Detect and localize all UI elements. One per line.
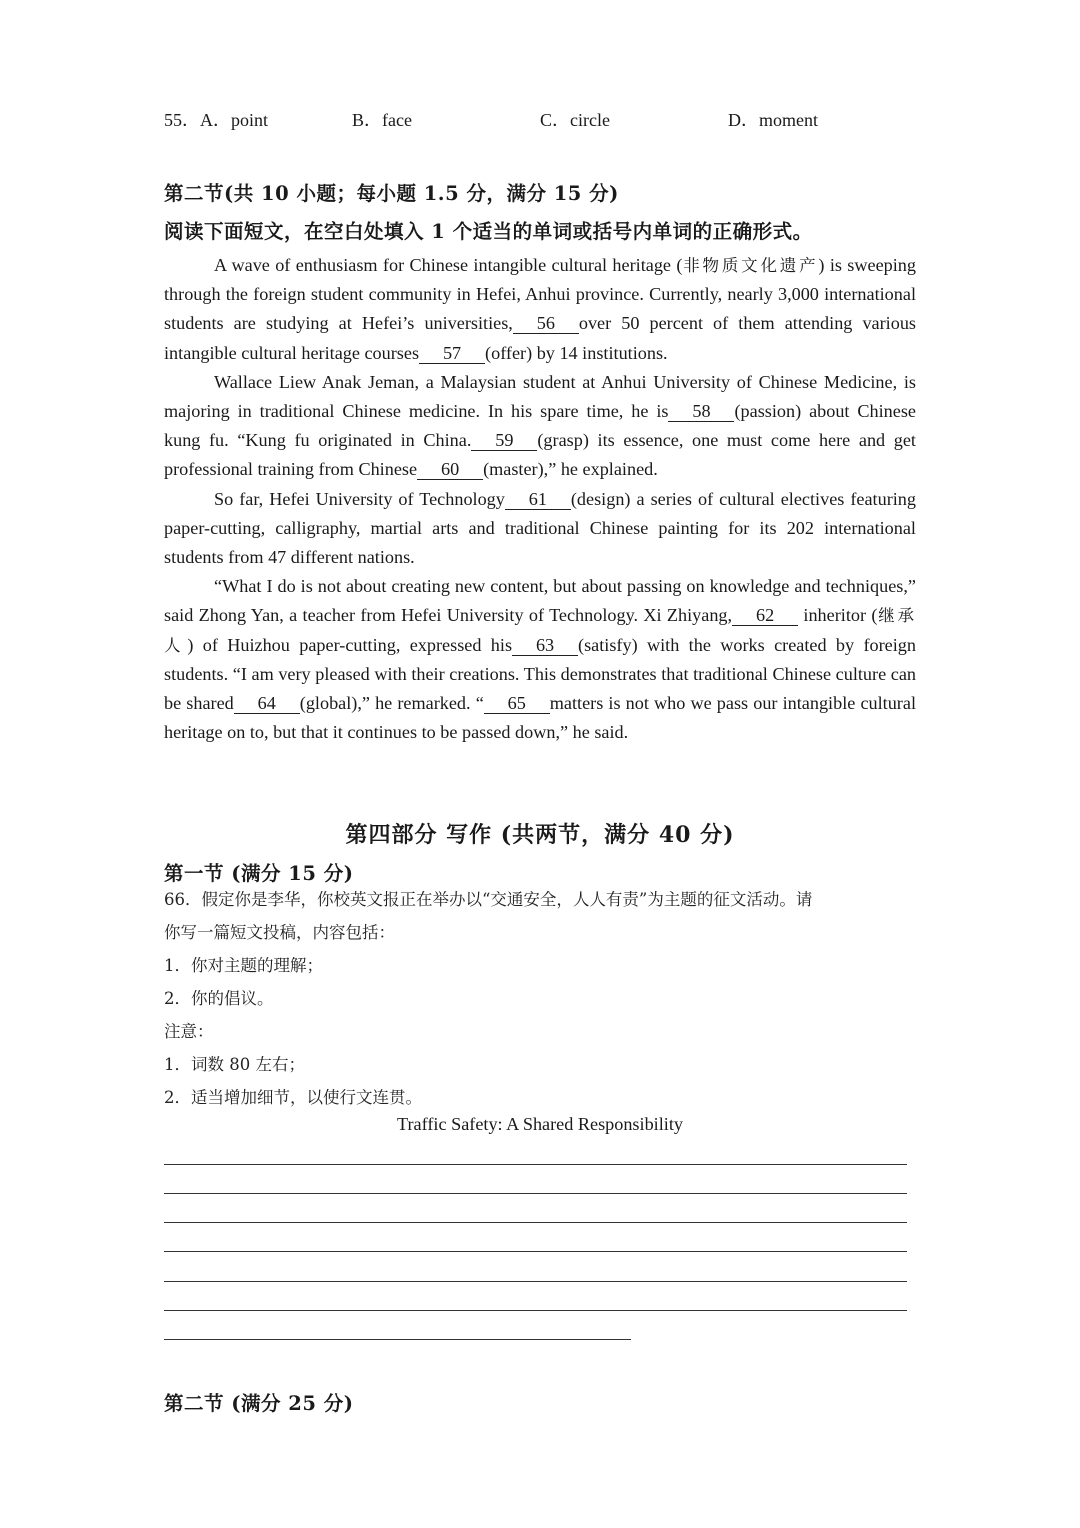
q66-note-label: 注意：: [164, 1022, 214, 1041]
section2-instruction: 阅读下面短文，在空白处填入 1 个适当的单词或括号内单词的正确形式。: [164, 220, 813, 243]
blank-63[interactable]: 63: [512, 635, 578, 656]
q55-option-b: B．face: [352, 110, 412, 130]
writing-line[interactable]: [164, 1281, 907, 1282]
writing-line[interactable]: [164, 1339, 631, 1340]
q55-option-c: C．circle: [540, 110, 610, 130]
blank-56[interactable]: 56: [513, 313, 579, 334]
writing-line[interactable]: [164, 1310, 907, 1311]
cn-term-intangible-heritage: 非物质文化遗产: [682, 256, 819, 275]
question-55-options: [164, 106, 916, 134]
part4-title: 第四部分 写作 (共两节，满分 40 分): [345, 822, 735, 848]
part4-section2-heading: 第二节 (满分 25 分): [164, 1392, 354, 1415]
q66-note-1: 1．词数 80 左右；: [164, 1055, 305, 1074]
writing-line[interactable]: [164, 1251, 907, 1252]
writing-line[interactable]: [164, 1164, 907, 1165]
q66-prompt-line-1: 66．假定你是李华，你校英文报正在举办以“交通安全，人人有责”为主题的征文活动。请: [164, 890, 813, 909]
blank-58[interactable]: 58: [668, 401, 734, 422]
blank-57[interactable]: 57: [419, 343, 485, 364]
passage-paragraph-2: Wallace Liew Anak Jeman, a Malaysian student at Anhui University of Chinese Medicine, is majoring in traditional Chinese medicine. In his spare time, he is 58 (passion) about Chinese kung fu. “Kung fu originated in China. 59 (grasp) its essence, one must come here and get professional training from Chinese 60 (master),” he explained.: [164, 371, 916, 480]
blank-60[interactable]: 60: [417, 459, 483, 480]
writing-line[interactable]: [164, 1222, 907, 1223]
q55-option-d: D．moment: [728, 110, 818, 130]
blank-64[interactable]: 64: [234, 693, 300, 714]
part4-section1-heading: 第一节 (满分 15 分): [164, 862, 354, 885]
q66-item-2: 2．你的倡议。: [164, 989, 274, 1008]
blank-62[interactable]: 62: [732, 605, 798, 626]
passage-paragraph-4: “What I do is not about creating new content, but about passing on knowledge and techniques,” said Zhong Yan, a teacher from Hefei University of Technology. Xi Zhiyang, 62 inheritor (继承人) of Huizhou paper-cutting, expressed his 63 (satisfy) with the works created by foreign students. “I am very pleased with their creations. This demonstrates that traditional Chinese culture can be shared 64 (global),” he remarked. “ 65 matters is not who we pass our intangible cultural heritage on to, but that it continues to be passed down,” he said.: [164, 576, 917, 743]
q66-prompt-line-2: 你写一篇短文投稿，内容包括：: [164, 923, 395, 942]
blank-61[interactable]: 61: [505, 489, 571, 510]
cloze-passage: [164, 251, 916, 747]
q55-number-option-a: 55．A．point: [164, 110, 269, 130]
writing-line[interactable]: [164, 1193, 907, 1194]
section2-heading: 第二节(共 10 小题；每小题 1.5 分，满分 15 分): [164, 182, 619, 205]
passage-paragraph-3: So far, Hefei University of Technology 61 (design) a series of cultural electives featuring paper-cutting, calligraphy, martial arts and traditional Chinese painting for its 202 international students from 47 different nations.: [164, 488, 916, 568]
q66-note-2: 2．适当增加细节，以使行文连贯。: [164, 1088, 422, 1107]
blank-65[interactable]: 65: [484, 693, 550, 714]
cn-term-inheritor: 继承人: [164, 606, 917, 655]
essay-title: Traffic Safety: A Shared Responsibility: [397, 1114, 683, 1134]
q66-item-1: 1．你对主题的理解；: [164, 956, 323, 975]
blank-59[interactable]: 59: [471, 430, 537, 451]
passage-paragraph-1: A wave of enthusiasm for Chinese intangible cultural heritage (非物质文化遗产) is sweeping through the foreign student community in Hefei, Anhui province. Currently, nearly 3,000 international students are studying at Hefei’s universities, 56 over 50 percent of them attending various intangible cultural heritage courses 57 (offer) by 14 institutions.: [164, 255, 916, 363]
